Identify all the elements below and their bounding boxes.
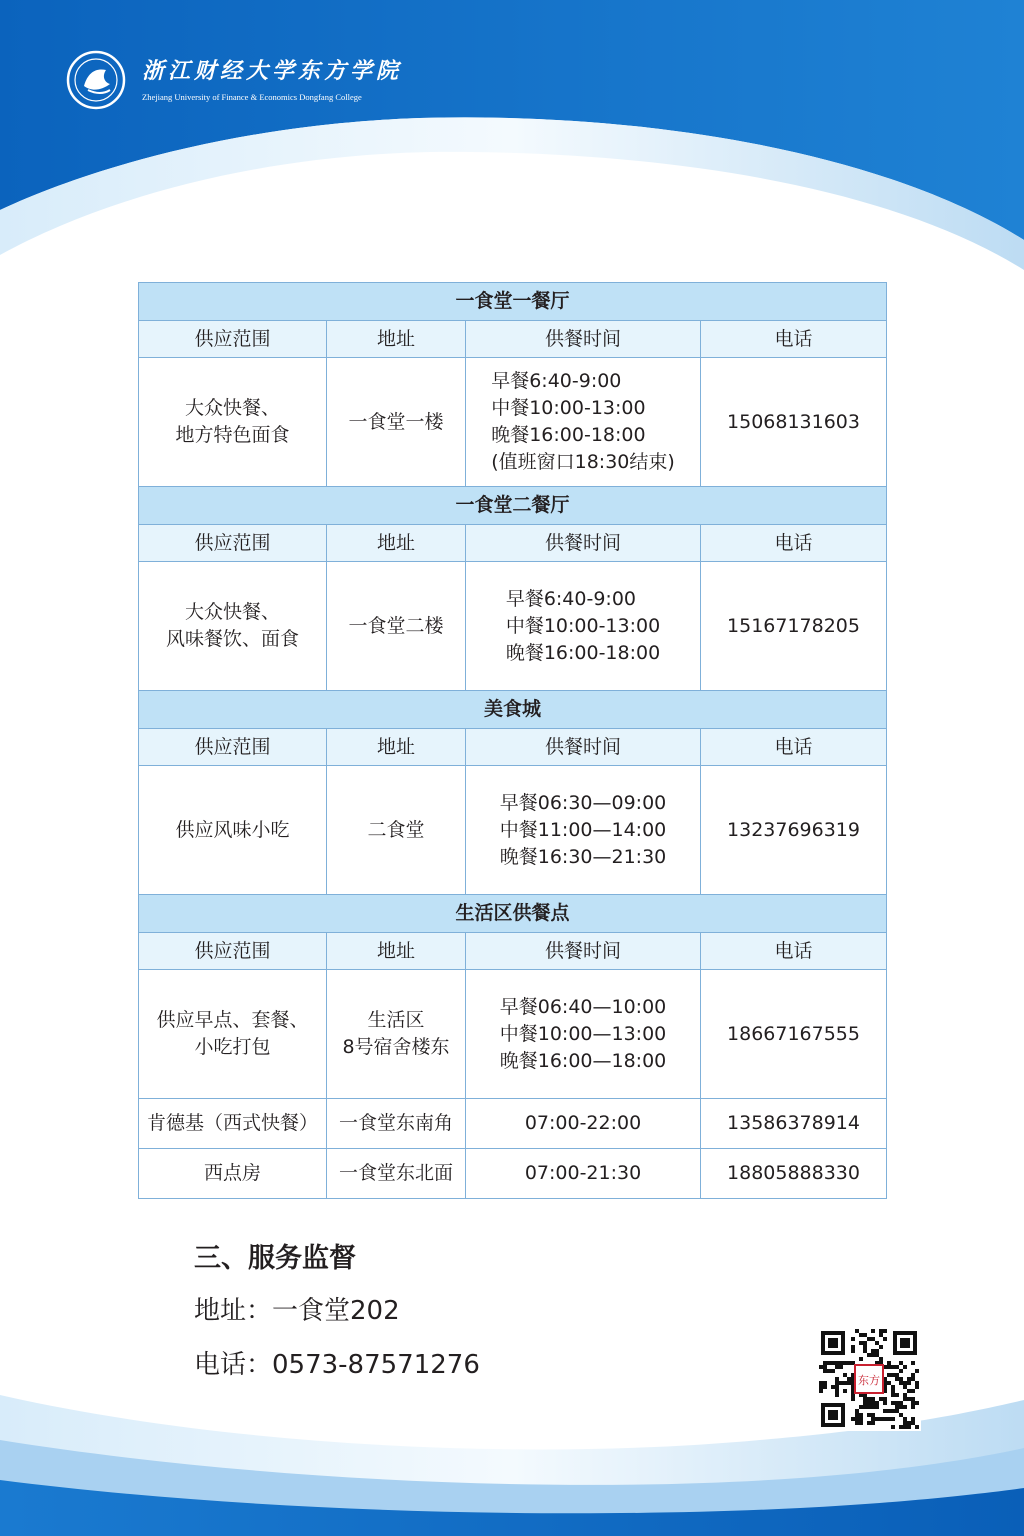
column-header: 供餐时间 — [466, 933, 701, 970]
section-title-row — [139, 487, 887, 525]
times-cell-line: 中餐10:00-13:00 — [491, 397, 646, 419]
times-cell-line: 早餐6:40-9:00 — [491, 370, 622, 392]
column-header: 供餐时间 — [466, 525, 701, 562]
address-cell: 一食堂东南角 — [327, 1099, 466, 1149]
section-title-row — [139, 283, 887, 321]
address-cell — [327, 358, 466, 487]
column-header: 供应范围 — [139, 729, 327, 766]
column-header: 地址 — [327, 729, 466, 766]
column-header-row — [139, 321, 887, 358]
section-title: 美食城 — [139, 691, 887, 729]
address-cell-line: 生活区 — [367, 1009, 425, 1031]
scope-cell-line: 大众快餐、 — [184, 601, 280, 623]
column-header-row — [139, 525, 887, 562]
supervision-title: 三、服务监督 — [194, 1243, 356, 1274]
scope-cell — [139, 766, 327, 895]
times-cell-line: 中餐11:00—14:00 — [499, 818, 667, 841]
phone-cell: 13237696319 — [701, 766, 887, 895]
times-cell — [466, 970, 701, 1099]
section-title-row — [139, 895, 887, 933]
scope-cell-line: 小吃打包 — [194, 1036, 271, 1058]
column-header: 供应范围 — [139, 525, 327, 562]
address-cell-line: 一食堂一楼 — [348, 410, 444, 433]
table-row — [139, 358, 887, 487]
supervision-address: 地址：一食堂202 — [194, 1296, 400, 1326]
times-cell-line: 晚餐16:30—21:30 — [499, 845, 667, 868]
address-cell — [327, 766, 466, 895]
column-header: 地址 — [327, 525, 466, 562]
scope-cell-line: 供应早点、套餐、 — [156, 1009, 309, 1031]
scope-cell — [139, 970, 327, 1099]
times-cell: 07:00-22:00 — [466, 1099, 701, 1149]
times-cell-line: 晚餐16:00—18:00 — [499, 1049, 667, 1072]
qr-code-icon — [817, 1327, 921, 1431]
table-row — [139, 562, 887, 691]
times-cell-line: 中餐10:00-13:00 — [505, 614, 661, 637]
scope-cell-line: 地方特色面食 — [175, 424, 290, 446]
address-cell — [327, 970, 466, 1099]
column-header-row — [139, 933, 887, 970]
column-header: 供应范围 — [139, 321, 327, 358]
column-header: 电话 — [701, 933, 887, 970]
qr-stamp-text: 东方 — [858, 1374, 880, 1387]
times-cell-line: 晚餐16:00-18:00 — [491, 424, 646, 446]
college-logo — [66, 48, 406, 112]
scope-cell-line: 风味餐饮、面食 — [165, 628, 299, 650]
supervision-phone: 电话：0573-87571276 — [194, 1350, 480, 1380]
column-header: 供餐时间 — [466, 729, 701, 766]
address-cell-line: 8号宿舍楼东 — [342, 1036, 450, 1058]
scope-cell-line: 大众快餐、 — [184, 397, 280, 419]
section-title-row — [139, 691, 887, 729]
times-cell-line: 晚餐16:00-18:00 — [505, 641, 661, 664]
section-title: 一食堂一餐厅 — [139, 283, 887, 321]
times-cell-line: 早餐06:40—10:00 — [499, 995, 667, 1018]
section-title: 生活区供餐点 — [139, 895, 887, 933]
column-header-row — [139, 729, 887, 766]
college-name-en: Zhejiang University of Finance & Economics Dongfang College — [142, 92, 362, 102]
column-header: 地址 — [327, 321, 466, 358]
times-cell-line: 早餐06:30—09:00 — [499, 791, 667, 814]
section-title: 一食堂二餐厅 — [139, 487, 887, 525]
table-row — [139, 1099, 887, 1149]
scope-cell — [139, 358, 327, 487]
scope-cell: 西点房 — [139, 1149, 327, 1199]
times-cell — [466, 358, 701, 487]
table-row — [139, 766, 887, 895]
table-row — [139, 970, 887, 1099]
scope-cell: 肯德基（西式快餐） — [139, 1099, 327, 1149]
phone-cell: 15167178205 — [701, 562, 887, 691]
times-cell — [466, 766, 701, 895]
column-header: 电话 — [701, 525, 887, 562]
table-row — [139, 1149, 887, 1199]
college-name-cn: 浙江财经大学东方学院 — [142, 58, 403, 84]
address-cell-line: 二食堂 — [367, 818, 425, 841]
times-cell-line: 中餐10:00—13:00 — [499, 1022, 667, 1045]
column-header: 地址 — [327, 933, 466, 970]
address-cell: 一食堂东北面 — [327, 1149, 466, 1199]
column-header: 电话 — [701, 729, 887, 766]
college-emblem-icon — [66, 50, 126, 110]
column-header: 电话 — [701, 321, 887, 358]
phone-cell: 18667167555 — [701, 970, 887, 1099]
times-cell: 07:00-21:30 — [466, 1149, 701, 1199]
address-cell-line: 一食堂二楼 — [348, 614, 444, 637]
phone-cell: 18805888330 — [701, 1149, 887, 1199]
times-cell-line: 早餐6:40-9:00 — [505, 587, 637, 610]
service-supervision — [194, 1236, 480, 1384]
canteen-table — [138, 282, 887, 1199]
times-cell-line: (值班窗口18:30结束) — [491, 451, 675, 473]
scope-cell-line: 供应风味小吃 — [175, 818, 290, 841]
address-cell — [327, 562, 466, 691]
column-header: 供餐时间 — [466, 321, 701, 358]
times-cell — [466, 562, 701, 691]
phone-cell: 15068131603 — [701, 358, 887, 487]
scope-cell — [139, 562, 327, 691]
phone-cell: 13586378914 — [701, 1099, 887, 1149]
column-header: 供应范围 — [139, 933, 327, 970]
